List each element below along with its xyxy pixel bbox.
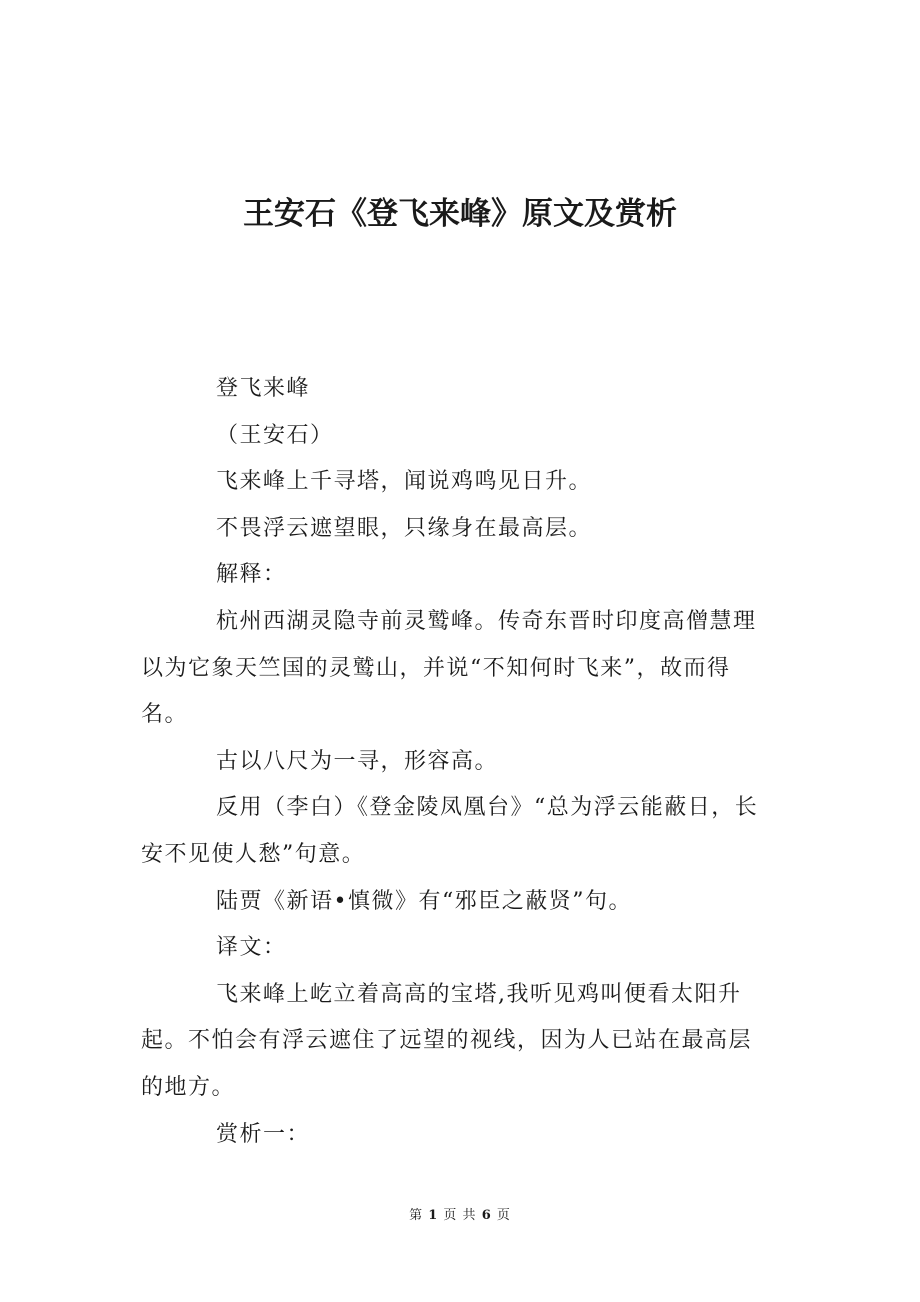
poem-title: 登飞来峰 [216,376,311,401]
poem-line-1: 飞来峰上千寻塔，闻说鸡鸣见日升。 [216,469,593,495]
explanation-paragraph-1: 杭州西湖灵隐寺前灵鹫峰。传奇东晋时印度高僧慧理以为它象天竺国的灵鹫山，并说“不知何时飞来”，故而得名。 [141,608,757,728]
footer-suffix: 页 [496,1208,511,1223]
footer-total-pages: 6 [481,1208,492,1223]
explanation-paragraph-4: 陆贾《新语•慎微》有“邪臣之蔽贤”句。 [216,888,632,914]
explanation-paragraph-2: 古以八尺为一寻，形容高。 [216,748,499,774]
footer-page-number: 1 [428,1208,439,1223]
explanation-paragraph-3: 反用（李白）《登金陵凤凰台》“总为浮云能蔽日，长安不见使人愁”句意。 [141,795,759,867]
footer-prefix: 第 [409,1208,424,1223]
section-heading-appreciation: 赏析一： [216,1121,311,1147]
page-footer [0,1206,920,1226]
poem-author: （王安石） [216,422,334,448]
footer-middle: 页 共 [443,1208,477,1223]
section-heading-explanation: 解释： [216,562,287,588]
document-body [141,366,775,1158]
translation-paragraph: 飞来峰上屹立着高高的宝塔,我听见鸡叫便看太阳升起。不怕会有浮云遮住了远望的视线，因为人已站在最高层的地方。 [141,981,753,1100]
section-heading-translation: 译文： [216,935,287,961]
document-title: 王安石《登飞来峰》原文及赏析 [243,196,677,232]
poem-line-2: 不畏浮云遮望眼，只缘身在最高层。 [216,515,593,541]
